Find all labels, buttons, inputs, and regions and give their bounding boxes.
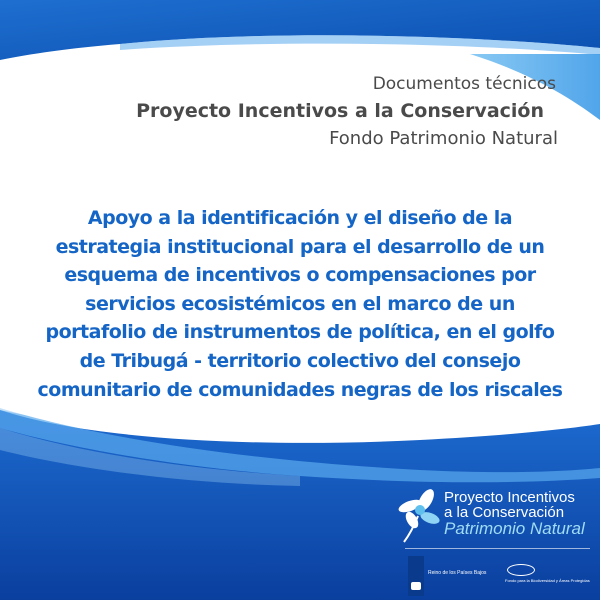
logo-text [444,490,585,538]
title-line: Apoyo a la identificación y el diseño de la [87,207,513,229]
logo-line-2: a la Conservación [444,504,565,521]
sponsor-left-text: Reino de los Países Bajos [428,570,487,576]
title-line: de Tribugá - territorio colectivo del consejo [79,349,521,372]
document-title [30,204,570,404]
project-logo [396,486,596,546]
title-line: servicios ecosistémicos en el marco de un [85,292,515,315]
crest-icon [411,582,421,590]
flower-logo-icon [396,486,442,546]
sponsor-netherlands [408,556,503,596]
logo-line-1: Proyecto Incentivos [444,489,575,506]
fund-mark-icon [507,564,535,576]
fund-label: Fondo Patrimonio Natural [329,128,558,149]
header-block [136,72,558,152]
title-line: esquema de incentivos o compensaciones por [64,264,536,287]
title-line: estrategia institucional para el desarrollo de un [55,235,545,258]
logo-line-3: Patrimonio Natural [444,519,585,538]
series-label: Documentos técnicos [372,74,556,94]
title-line: comunitario de comunidades negras de los riscales [37,378,563,401]
sponsor-fund [503,556,595,596]
sponsor-right-text: Fondo para la Biodiversidad y Áreas Protegidas [505,578,590,583]
project-label: Proyecto Incentivos a la Conservación [136,100,544,122]
title-line: portafolio de instrumentos de política, en el golfo [45,321,555,344]
sponsor-bar [408,556,424,596]
logo-divider [405,548,590,549]
